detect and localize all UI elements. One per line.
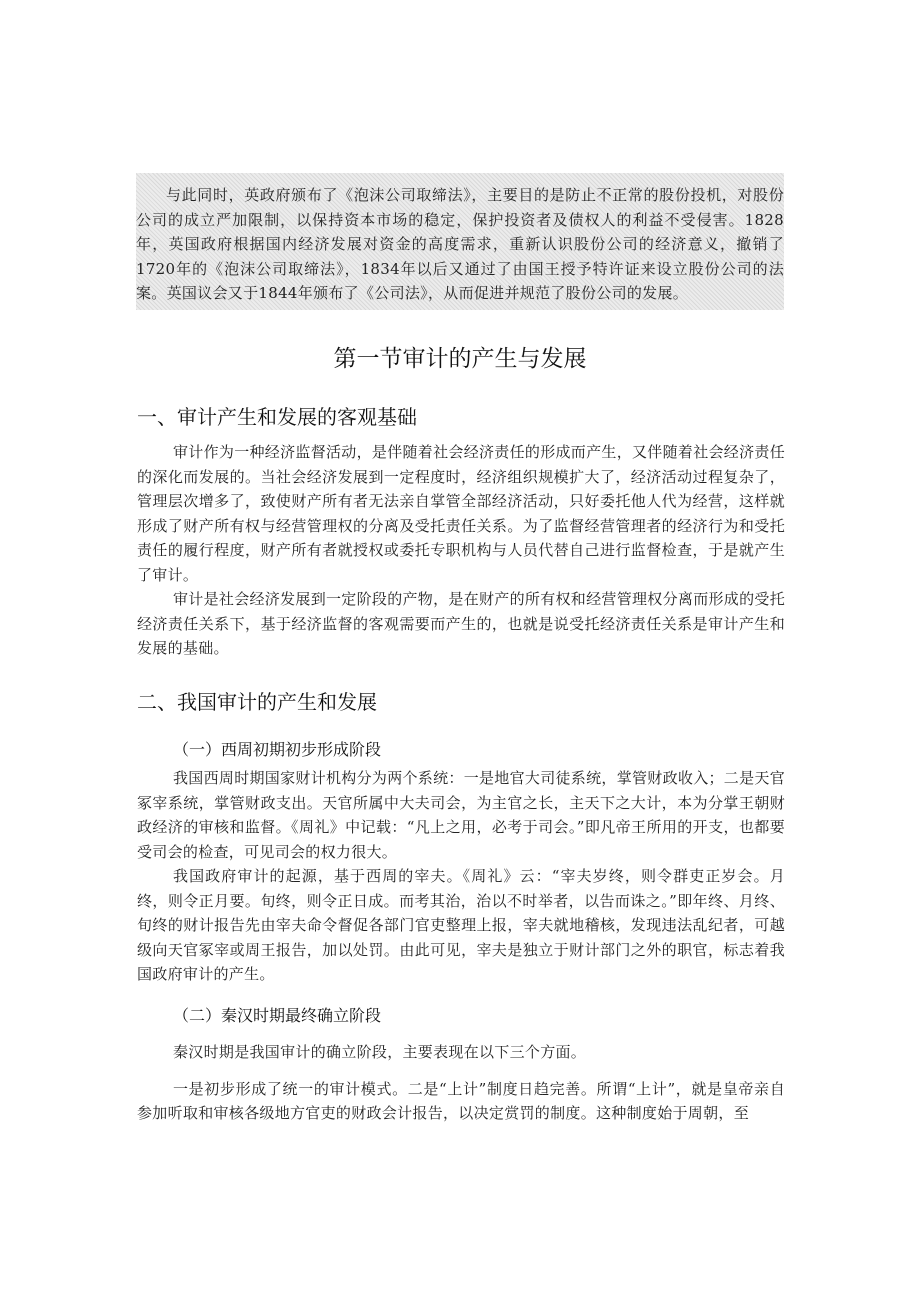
body-paragraph: 我国西周时期国家财计机构分为两个系统：一是地官大司徒系统，掌管财政收入；二是天官冢宰系统，掌管财政支出。天官所属中大夫司会，为主官之长，主天下之大计，本为分掌王朝财政经济的审核和监督。《周礼》中记载：“凡上之用，必考于司会。”即凡帝王所用的开支，也都要受司会的检查，可见司会的权力很大。 bbox=[137, 769, 786, 861]
section-heading-1: 一、审计产生和发展的客观基础 bbox=[137, 405, 417, 429]
body-paragraph: 审计是社会经济发展到一定阶段的产物，是在财产的所有权和经营管理权分离而形成的受托经济责任关系下，基于经济监督的客观需要而产生的，也就是说受托经济责任关系是审计产生和发展的基础。 bbox=[137, 590, 786, 657]
sub-2-body bbox=[137, 1040, 785, 1126]
body-paragraph: 一是初步形成了统一的审计模式。二是“上计”制度日趋完善。所谓“上计”，就是皇帝亲自参加听取和审核各级地方官吏的财政会计报告，以决定赏罚的制度。这种制度始于周朝，至 bbox=[137, 1079, 785, 1122]
body-paragraph: 秦汉时期是我国审计的确立阶段，主要表现在以下三个方面。 bbox=[173, 1043, 587, 1061]
chapter-title: 第一节审计的产生与发展 bbox=[333, 346, 587, 372]
section-heading-2: 二、我国审计的产生和发展 bbox=[137, 690, 377, 714]
shaded-intro-block bbox=[136, 173, 784, 310]
sub-heading-2: （二）秦汉时期最终确立阶段 bbox=[173, 1006, 382, 1025]
section-1-body bbox=[137, 440, 785, 661]
intro-paragraph: 与此同时，英政府颁布了《泡沫公司取缔法》，主要目的是防止不正常的股份投机，对股份公司的成立严加限制，以保持资本市场的稳定，保护投资者及债权人的利益不受侵害。1828年，英国政府根据国内经济发展对资金的高度需求，重新认识股份公司的经济意义，撤销了1720年的《泡沫公司取缔法》，1834年以后又通过了由国王授予特许证来设立股份公司的法案。英国议会又于1844年颁布了《公司法》，从而促进并规范了股份公司的发展。 bbox=[136, 186, 784, 302]
sub-heading-1: （一）西周初期初步形成阶段 bbox=[173, 740, 382, 759]
body-paragraph: 我国政府审计的起源，基于西周的宰夫。《周礼》云：“宰夫岁终，则令群吏正岁会。月终，则令正月要。旬终，则令正日成。而考其治，治以不时举者，以告而诛之。”即年终、月终、旬终的财计报告先由宰夫命令督促各部门官吏整理上报，宰夫就地稽核，发现违法乱纪者，可越级向天官冢宰或周王报告，加以处罚。由此可见，宰夫是独立于财计部门之外的职官，标志着我国政府审计的产生。 bbox=[137, 867, 785, 983]
sub-1-body bbox=[137, 766, 785, 987]
body-paragraph: 审计作为一种经济监督活动，是伴随着社会经济责任的形成而产生，又伴随着社会经济责任的深化而发展的。当社会经济发展到一定程度时，经济组织规模扩大了，经济活动过程复杂了，管理层次增多了，致使财产所有者无法亲自掌管全部经济活动，只好委托他人代为经营，这样就形成了财产所有权与经营管理权的分离及受托责任关系。为了监督经营管理者的经济行为和受托责任的履行程度，财产所有者就授权或委托专职机构与人员代替自己进行监督检查，于是就产生了审计。 bbox=[137, 443, 786, 584]
